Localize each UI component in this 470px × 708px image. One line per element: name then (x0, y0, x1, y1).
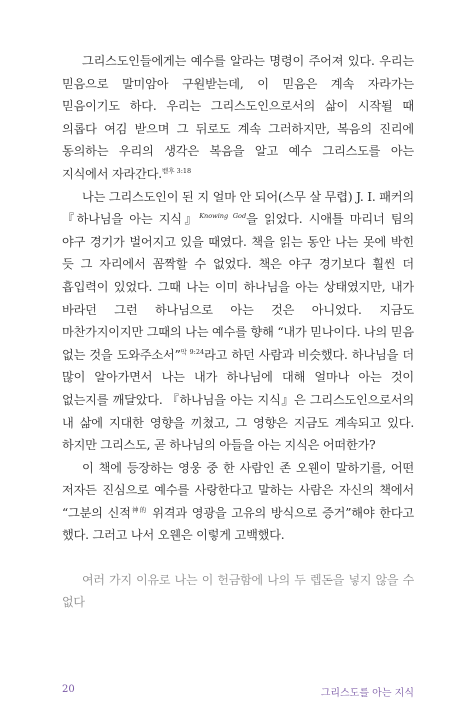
paragraph-3 (62, 457, 414, 547)
paragraph-1 (62, 50, 414, 186)
hanja-annotation: 神的 (130, 505, 148, 514)
paragraph-2-text-b: 을 읽었다. 시애틀 마리너 팀의 야구 경기가 벌어지고 있을 때였다. 책을 읽는 동안 나는 못에 박힌 듯 그 자리에서 꼼짝할 수 없었다. 책은 야구 경기보다 훨씬 더 흡입력이 있었다. 그때 나는 이미 하나님을 아는 상태였지만, 내가 바라던 그런 하나님으로 아는 것은 아니었다. 지금도 마찬가지이지만 그때의 나는 예수를 향해 “내가 믿나이다. 나의 믿음 없는 것을 도와주소서” (62, 212, 414, 362)
scripture-reference: 막 9:24 (180, 347, 205, 356)
paragraph-2-text-c: 라고 하던 사람과 비슷했다. 하나님을 더 많이 알아가면서 나는 내가 하나님에 대해 얼마나 아는 것이 없는지를 깨달았다. 『하나님을 아는 지식』은 그리스도인으로서의 내 삶에 지대한 영향을 끼쳤고, 그 영향은 지금도 계속되고 있다. 하지만 그리스도, 곧 하나님의 아들을 아는 지식은 어떠한가? (62, 347, 414, 453)
paragraph-3-text-a: 이 책에 등장하는 영웅 중 한 사람인 존 오웬이 말하기를, 어떤 저자든 진심으로 예수를 사랑한다고 말하는 사람은 자신의 책에서 “그분의 신적 (62, 460, 414, 520)
block-quote: 여러 가지 이유로 나는 이 헌금함에 나의 두 렙돈을 넣지 않을 수 없다 (62, 573, 414, 610)
paragraph-3-text-b: 위격과 영광을 고유의 방식으로 증거”해야 한다고 했다. 그러고 나서 오웬은 이렇게 고백했다. (62, 505, 414, 543)
running-title: 그리스도를 아는 지식 (320, 688, 414, 699)
page-number: 20 (62, 684, 75, 695)
page-body (62, 50, 414, 613)
paragraph-2 (62, 186, 414, 457)
paragraph-2-text-a: 나는 그리스도인이 된 지 얼마 안 되어(스무 살 무렵) J. I. 패커의 『하나님을 아는 지식』 (62, 189, 414, 227)
scripture-reference: 벧후 3:18 (161, 166, 192, 175)
english-title: Knowing God (199, 212, 247, 221)
paragraph-1-text: 그리스도인들에게는 예수를 알라는 명령이 주어져 있다. 우리는 믿음으로 말미암아 구원받는데, 이 믿음은 계속 자라가는 믿음이기도 하다. 우리는 그리스도인으로서의 삶이 시작될 때 의롭다 여김 받으며 그 뒤로도 계속 그러하지만, 복음의 진리에 동의하는 우리의 생각은 복음을 알고 예수 그리스도를 아는 지식에서 자라간다. (62, 54, 414, 181)
